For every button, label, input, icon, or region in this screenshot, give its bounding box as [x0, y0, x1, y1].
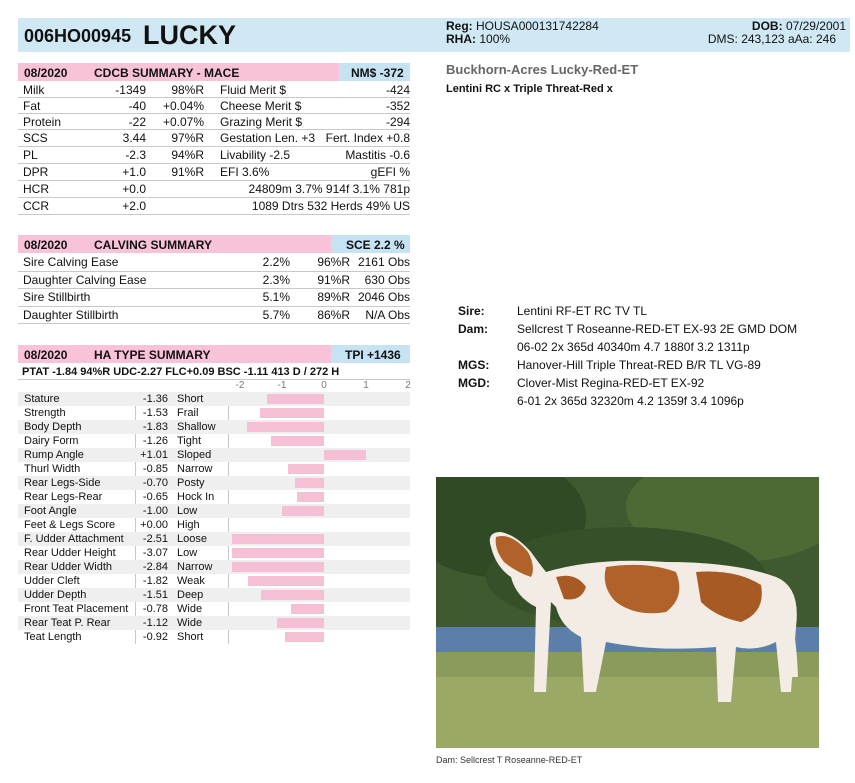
- cdcb-date: 08/2020: [24, 66, 68, 80]
- type-row: [18, 406, 410, 420]
- type-trait-bar: [288, 464, 324, 474]
- dob-line: [650, 19, 846, 33]
- cdcb-right: -352: [385, 99, 410, 113]
- calving-value: 5.1%: [262, 290, 290, 304]
- type-trait-value: -1.53: [142, 407, 168, 419]
- cdcb-trait: HCR: [23, 182, 49, 196]
- calving-reliability: 86%R: [317, 307, 350, 322]
- type-tpi: TPI +1436: [345, 348, 401, 362]
- type-trait-bar: [232, 548, 324, 558]
- cdcb-row: [18, 130, 410, 147]
- bull-name: LUCKY: [143, 20, 236, 50]
- type-trait-desc: Posty: [177, 477, 205, 489]
- cdcb-row: [18, 147, 410, 164]
- sire-name: Lentini RF-ET RC TV TL: [517, 304, 648, 318]
- cdcb-value: -22: [128, 115, 146, 129]
- type-row: [18, 546, 410, 560]
- cdcb-reliability: 94%R: [171, 148, 204, 162]
- type-trait-value: -0.78: [142, 603, 168, 615]
- type-trait-name: Front Teat Placement: [24, 603, 129, 615]
- cdcb-value: +1.0: [122, 165, 146, 179]
- cdcb-right: 24809m 3.7% 914f 3.1% 781p: [248, 182, 410, 196]
- cross-line: Lentini RC x Triple Threat-Red x: [446, 83, 613, 95]
- calving-trait: Sire Stillbirth: [23, 290, 91, 304]
- rha-line: [446, 32, 510, 46]
- ptat-text: PTAT -1.84 94%R UDC-2.27 FLC+0.09 BSC -1.11 413 D / 272 H: [22, 366, 340, 378]
- dam-name: Sellcrest T Roseanne-RED-ET EX-93 2E GMD DOM: [517, 322, 798, 336]
- type-row: [18, 434, 410, 448]
- cdcb-right: Mastitis -0.6: [345, 148, 410, 162]
- type-trait-bar: [247, 422, 324, 432]
- calving-value: 2.2%: [262, 255, 290, 269]
- type-trait-value: -2.84: [142, 561, 168, 573]
- type-rows: [18, 392, 410, 644]
- cdcb-label: Gestation Len. +3: [220, 131, 316, 145]
- type-trait-desc: Weak: [177, 575, 205, 587]
- type-trait-bar: [285, 632, 324, 642]
- calving-trait: Daughter Stillbirth: [23, 307, 119, 322]
- mgd-record: 6-01 2x 365d 32320m 4.2 1359f 3.4 1096p: [517, 394, 744, 408]
- cdcb-row: [18, 98, 410, 114]
- cdcb-reliability: 97%R: [171, 131, 204, 145]
- cdcb-nm: NM$ -372: [351, 66, 404, 80]
- type-row: [18, 630, 410, 644]
- type-trait-name: F. Udder Attachment: [24, 533, 124, 545]
- type-row: [18, 532, 410, 546]
- calving-reliability: 89%R: [317, 290, 350, 304]
- type-trait-desc: Short: [177, 631, 204, 643]
- type-trait-bar: [297, 492, 324, 502]
- type-trait-desc: Wide: [177, 603, 203, 615]
- reg-line: [446, 19, 599, 33]
- cdcb-percent: +0.04%: [162, 99, 204, 113]
- type-trait-name: Rear Udder Width: [24, 561, 113, 573]
- type-trait-name: Rump Angle: [24, 449, 84, 461]
- type-row: [18, 574, 410, 588]
- rha-label: RHA:: [446, 32, 476, 46]
- type-trait-value: -1.51: [142, 589, 168, 601]
- calving-trait: Daughter Calving Ease: [23, 272, 147, 287]
- reg-label: Reg:: [446, 19, 473, 33]
- cdcb-right: 1089 Dtrs 532 Herds 49% US: [251, 199, 410, 213]
- mgd-name: Clover-Mist Regina-RED-ET EX-92: [517, 376, 705, 390]
- calving-row: [18, 272, 410, 290]
- cdcb-value: -40: [128, 99, 146, 113]
- cdcb-reliability: 91%R: [171, 165, 204, 179]
- type-row: [18, 392, 410, 406]
- type-trait-bar: [324, 450, 366, 460]
- calving-value: 5.7%: [262, 307, 290, 322]
- type-trait-value: -1.12: [142, 617, 168, 629]
- type-trait-name: Stature: [24, 393, 60, 405]
- cdcb-rows: [18, 82, 410, 215]
- calving-row: [18, 289, 410, 307]
- cdcb-value: 3.44: [122, 131, 146, 145]
- type-trait-value: -1.36: [142, 393, 168, 405]
- type-trait-bar: [232, 562, 324, 572]
- ptat-line: [22, 366, 339, 378]
- calving-trait: Sire Calving Ease: [23, 255, 119, 269]
- full-name: Buckhorn-Acres Lucky-Red-ET: [446, 62, 639, 77]
- type-trait-value: -0.65: [142, 491, 168, 503]
- type-scale-tick: -2: [235, 380, 245, 391]
- type-row: [18, 518, 410, 532]
- dam-photo: [436, 477, 819, 748]
- type-row: [18, 616, 410, 630]
- type-trait-bar: [271, 436, 324, 446]
- type-trait-value: -1.83: [142, 421, 168, 433]
- type-trait-name: Feet & Legs Score: [24, 519, 116, 531]
- cdcb-row: [18, 164, 410, 181]
- type-title: HA TYPE SUMMARY: [94, 348, 211, 362]
- calving-obs: 2046 Obs: [357, 290, 410, 304]
- type-row: [18, 462, 410, 476]
- type-trait-value: -1.82: [142, 575, 168, 587]
- type-trait-bar: [232, 534, 324, 544]
- cdcb-table: [18, 82, 410, 215]
- dob-value: 07/29/2001: [785, 19, 846, 33]
- calving-value: 2.3%: [262, 272, 290, 287]
- type-trait-name: Body Depth: [24, 421, 82, 433]
- cow-illustration: [436, 477, 819, 748]
- dms-value: 243,123: [741, 32, 785, 46]
- calving-row: [18, 307, 410, 325]
- cdcb-value: -1349: [115, 83, 146, 97]
- dms-label: DMS:: [707, 32, 738, 46]
- type-trait-bar: [261, 590, 324, 600]
- dam-record: 06-02 2x 365d 40340m 4.7 1880f 3.2 1311p: [517, 340, 750, 354]
- cdcb-row: [18, 181, 410, 198]
- type-trait-name: Udder Depth: [24, 589, 87, 601]
- photo-caption: Dam: Sellcrest T Roseanne-RED-ET: [436, 755, 583, 765]
- cdcb-trait: Protein: [23, 115, 62, 129]
- cdcb-value: +2.0: [122, 199, 146, 213]
- calving-obs: 2161 Obs: [357, 255, 410, 269]
- type-trait-desc: Hock In: [177, 491, 215, 503]
- mgs-name: Hanover-Hill Triple Threat-RED B/R TL VG-89: [517, 358, 761, 372]
- type-trait-desc: Sloped: [177, 449, 212, 461]
- type-row: [18, 560, 410, 574]
- cdcb-trait: Fat: [23, 99, 41, 113]
- type-scale-tick: 2: [405, 380, 411, 391]
- type-trait-value: -0.85: [142, 463, 168, 475]
- dms-line: [650, 32, 836, 46]
- type-trait-bar: [282, 506, 324, 516]
- type-trait-bar: [267, 394, 324, 404]
- type-trait-desc: Frail: [177, 407, 199, 419]
- type-trait-name: Foot Angle: [24, 505, 77, 517]
- cdcb-trait: Milk: [23, 83, 45, 97]
- type-trait-name: Thurl Width: [24, 463, 81, 475]
- reg-value: HOUSA000131742284: [476, 19, 599, 33]
- cdcb-label: Livability -2.5: [220, 148, 291, 162]
- cdcb-row: [18, 114, 410, 130]
- type-trait-name: Udder Cleft: [24, 575, 80, 587]
- cdcb-right: -424: [385, 83, 410, 97]
- type-row: [18, 420, 410, 434]
- type-trait-desc: High: [177, 519, 200, 531]
- mgd-label: MGD:: [458, 376, 490, 390]
- type-trait-desc: Short: [177, 393, 204, 405]
- calving-obs: N/A Obs: [365, 307, 410, 322]
- type-trait-bar: [248, 576, 324, 586]
- type-trait-name: Rear Legs-Rear: [24, 491, 103, 503]
- type-trait-value: -1.26: [142, 435, 168, 447]
- cdcb-label: Cheese Merit $: [220, 99, 302, 113]
- cdcb-trait: SCS: [23, 131, 48, 145]
- type-trait-bar: [295, 478, 324, 488]
- cdcb-label: Grazing Merit $: [220, 115, 303, 129]
- type-row: [18, 476, 410, 490]
- type-trait-desc: Wide: [177, 617, 203, 629]
- type-row: [18, 602, 410, 616]
- type-trait-value: -2.51: [142, 533, 168, 545]
- type-table: [18, 380, 410, 646]
- mgs-label: MGS:: [458, 358, 490, 372]
- type-scale-tick: -1: [277, 380, 287, 391]
- type-trait-bar: [277, 618, 324, 628]
- type-trait-desc: Low: [177, 547, 198, 559]
- type-trait-bar: [260, 408, 324, 418]
- aaa-label: aAa:: [787, 32, 813, 46]
- type-trait-value: +1.01: [140, 449, 168, 461]
- calving-row: [18, 254, 410, 272]
- aaa-value: 246: [815, 32, 836, 46]
- type-trait-name: Rear Legs-Side: [24, 477, 101, 489]
- type-trait-name: Dairy Form: [24, 435, 79, 447]
- type-trait-desc: Loose: [177, 533, 207, 545]
- type-row: [18, 504, 410, 518]
- type-row: [18, 448, 410, 462]
- cdcb-right: Fert. Index +0.8: [325, 131, 410, 145]
- calving-obs: 630 Obs: [364, 272, 410, 287]
- type-row: [18, 490, 410, 504]
- type-trait-name: Rear Teat P. Rear: [24, 617, 111, 629]
- calving-sce: SCE 2.2 %: [346, 238, 405, 252]
- type-trait-desc: Low: [177, 505, 198, 517]
- type-trait-value: +0.00: [140, 519, 168, 531]
- cdcb-label: EFI 3.6%: [220, 165, 270, 179]
- calving-table: [18, 254, 410, 324]
- type-trait-name: Rear Udder Height: [24, 547, 116, 559]
- type-trait-name: Teat Length: [24, 631, 82, 643]
- type-trait-value: -3.07: [142, 547, 168, 559]
- type-row: [18, 588, 410, 602]
- cdcb-row: [18, 82, 410, 98]
- type-trait-value: -1.00: [142, 505, 168, 517]
- type-trait-desc: Tight: [177, 435, 202, 447]
- type-trait-value: -0.92: [142, 631, 168, 643]
- cdcb-trait: DPR: [23, 165, 49, 179]
- rha-value: 100%: [479, 32, 511, 46]
- type-date: 08/2020: [24, 348, 68, 362]
- type-trait-value: -0.70: [142, 477, 168, 489]
- type-scale-tick: 0: [321, 380, 327, 391]
- cdcb-reliability: 98%R: [171, 83, 204, 97]
- calving-reliability: 96%R: [317, 255, 350, 269]
- cdcb-trait: CCR: [23, 199, 49, 213]
- calving-title: CALVING SUMMARY: [94, 238, 212, 252]
- type-trait-desc: Shallow: [177, 421, 216, 433]
- cdcb-row: [18, 198, 410, 215]
- dob-label: DOB:: [751, 19, 783, 33]
- sire-label: Sire:: [458, 304, 485, 318]
- type-trait-desc: Narrow: [177, 463, 213, 475]
- cdcb-percent: +0.07%: [162, 115, 204, 129]
- type-trait-bar: [291, 604, 324, 614]
- type-scale-tick: 1: [363, 380, 369, 391]
- cdcb-trait: PL: [23, 148, 38, 162]
- calving-reliability: 91%R: [317, 272, 350, 287]
- dam-label: Dam:: [458, 322, 489, 336]
- cdcb-right: gEFI %: [370, 165, 410, 179]
- cdcb-label: Fluid Merit $: [220, 83, 287, 97]
- cdcb-title: CDCB SUMMARY - MACE: [94, 66, 240, 80]
- cdcb-value: +0.0: [122, 182, 146, 196]
- bull-code: 006HO00945: [24, 26, 132, 46]
- type-trait-desc: Deep: [177, 589, 204, 601]
- type-trait-desc: Narrow: [177, 561, 213, 573]
- type-trait-name: Strength: [24, 407, 66, 419]
- calving-date: 08/2020: [24, 238, 68, 252]
- cdcb-right: -294: [385, 115, 410, 129]
- cdcb-value: -2.3: [125, 148, 146, 162]
